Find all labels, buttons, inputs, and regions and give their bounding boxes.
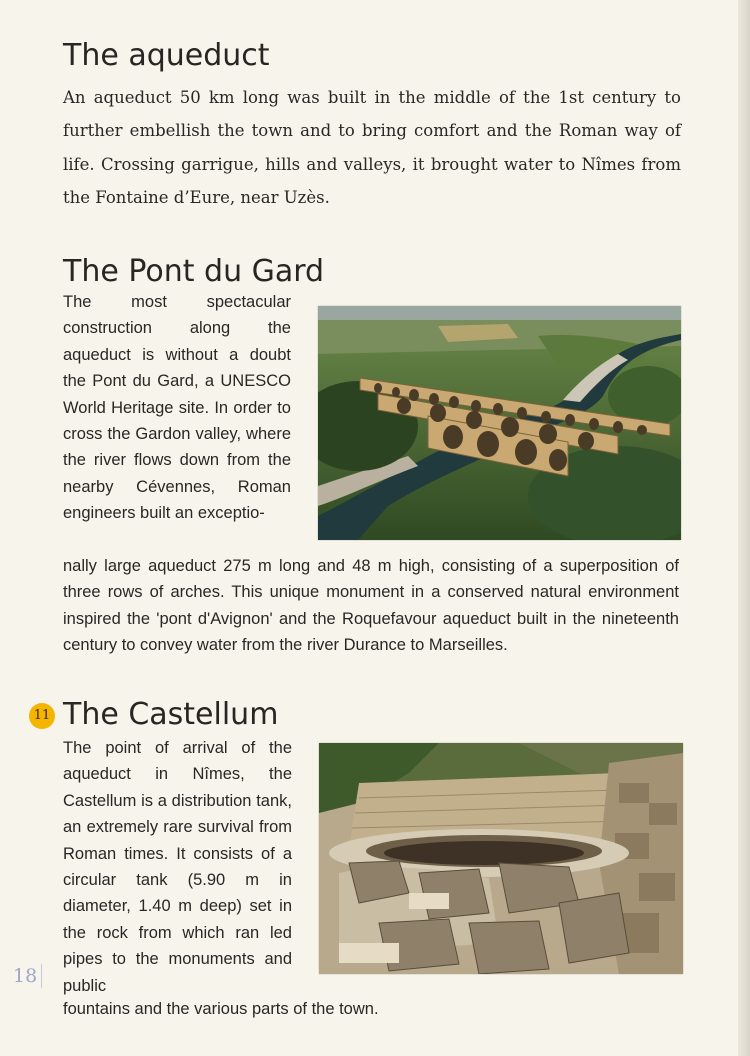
pont-du-gard-photo (318, 306, 681, 540)
aqueduct-paragraph: An aqueduct 50 km long was built in the middle of the 1st century to further embellish the town and to bring comfort and the Roman way of life. Crossing garrigue, hills and valleys, it brought water to Nîmes from the Fontaine d’Eure, near Uzès. (63, 88, 681, 208)
castellum-paragraph-full: fountains and the various parts of the town. (63, 1000, 379, 1018)
heading-aqueduct: The aqueduct (63, 38, 270, 73)
site-marker-11: 11 (29, 703, 55, 729)
pont-du-gard-paragraph-column: The most spectacular construction along the aqueduct is without a doubt the Pont du Gard, a UNESCO World Heritage site. In order to cross the Gardon valley, where the river flows down from the nearby Cévennes, Roman engineers built an exceptio- (63, 293, 291, 523)
heading-castellum: The Castellum (63, 697, 279, 732)
page-number: 18 (13, 964, 42, 988)
heading-pont-du-gard: The Pont du Gard (63, 254, 325, 289)
pont-du-gard-paragraph-full: nally large aqueduct 275 m long and 48 m high, consisting of a superposition of three rows of arches. This unique monument in a conserved natural environment inspired the 'pont d'Avignon' and the Roquefavour aqueduct built in the nineteenth century to convey water from the river Durance to Marseilles. (63, 557, 679, 655)
page-edge (738, 0, 750, 1056)
castellum-photo (319, 743, 683, 974)
castellum-paragraph-column: The point of arrival of the aqueduct in Nîmes, the Castellum is a distribution tank, an extremely rare survival from Roman times. It consists of a circular tank (5.90 m in diameter, 1.40 m deep) set in the rock from which ran led pipes to the monuments and public (63, 739, 292, 995)
